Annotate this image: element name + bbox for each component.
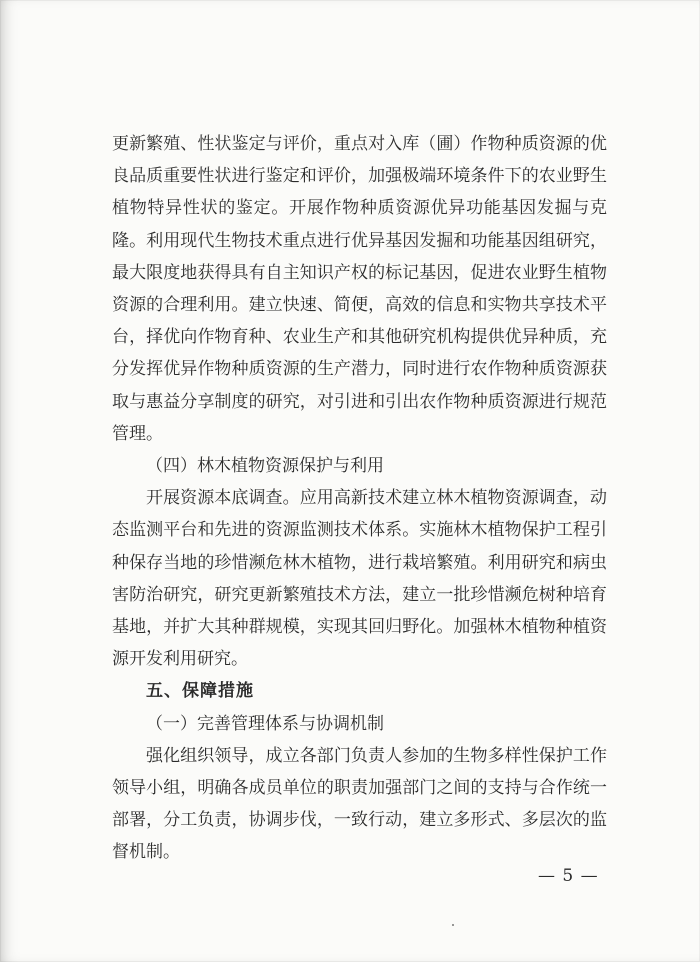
paragraph-forest-plants: 开展资源本底调查。应用高新技术建立林木植物资源调查，动态监测平台和先进的资源监测技术体系。实施林木植物保护工程引种保存当地的珍惜濒危林木植物，进行栽培繁殖。利用研究和病虫害防治研究，研究更新繁殖技术方法，建立一批珍惜濒危树种培育基地，并扩大其种群规模，实现其回归野化。加强林木植物种植资源开发利用研究。	[112, 488, 607, 670]
section-heading-safeguard-measures: 五、保障措施	[146, 681, 254, 702]
scan-speck	[452, 924, 454, 926]
page-number: — 5 —	[538, 866, 599, 886]
subheading-management-system: （一）完善管理体系与协调机制	[146, 713, 384, 734]
subheading-forest-plant-resources: （四）林木植物资源保护与利用	[146, 456, 384, 477]
paragraph-germplasm-continued: 更新繁殖、性状鉴定与评价，重点对入库（圃）作物种质资源的优良品质重要性状进行鉴定和评价，加强极端环境条件下的农业野生植物特异性状的鉴定。开展作物种质资源优异功能基因发掘与克隆。利用现代生物技术重点进行优异基因发掘和功能基因组研究，最大限度地获得具有自主知识产权的标记基因，促进农业野生植物资源的合理利用。建立快速、简便，高效的信息和实物共享技术平台，择优向作物育种、农业生产和其他研究机构提供优异种质，充分发挥优异作物种质资源的生产潜力，同时进行农作物种质资源获取与惠益分享制度的研究，对引进和引出农作物种质资源进行规范管理。	[112, 134, 607, 444]
document-body	[112, 128, 607, 869]
paragraph-organizational-leadership: 强化组织领导，成立各部门负责人参加的生物多样性保护工作领导小组，明确各成员单位的职责加强部门之间的支持与合作统一部署，分工负责，协调步伐，一致行动，建立多形式、多层次的监督机制。	[112, 745, 607, 863]
